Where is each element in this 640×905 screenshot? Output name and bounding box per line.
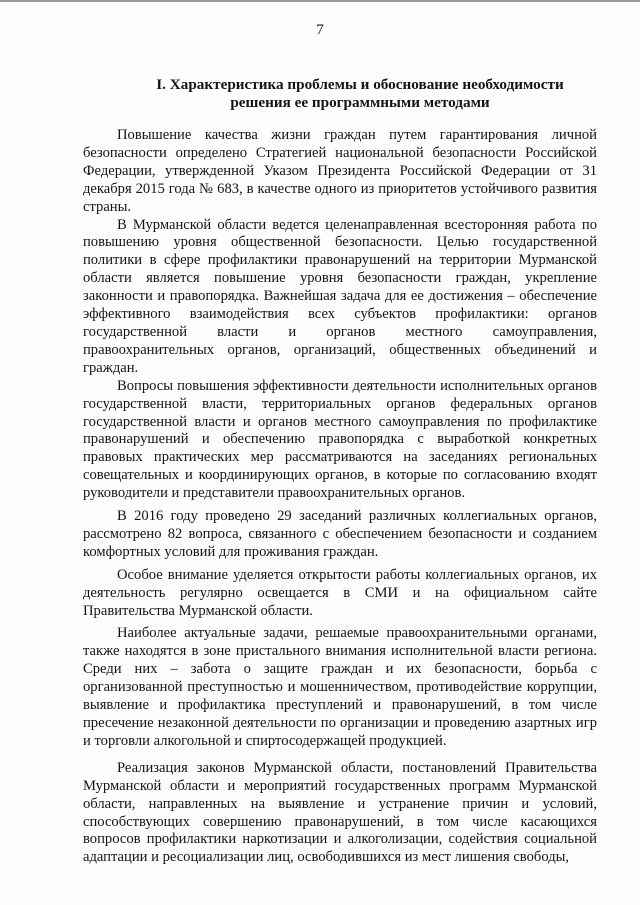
section-heading-line-2: решения ее программными методами bbox=[230, 94, 490, 111]
paragraph-1: Повышение качества жизни граждан путем гарантирования личной безопасности определено Стратегией национальной безопасности Российской Федерации, утвержденной Указом Президента Российской Федерации от 31 декабря 2015 года № 683, в качестве одного из приоритетов устойчивого развития страны. bbox=[83, 127, 597, 215]
paragraph-2: В Мурманской области ведется целенаправленная всесторонняя работа по повышению уровня общественной безопасности. Целью государственной политики в сфере профилактики правонарушений на территории Мурманской области является повышение уровня безопасности граждан, укрепление законности и правопорядка. Важнейшая задача для ее достижения – обеспечение эффективного взаимодействия всех субъектов профилактики: органов государственной власти и органов местного самоуправления, правоохранительных органов, организаций, общественных объединений и граждан. bbox=[83, 216, 597, 376]
paragraph-5: Особое внимание уделяется открытости работы коллегиальных органов, их деятельность регулярно освещается в СМИ и на официальном сайте Правительства Мурманской области. bbox=[83, 566, 597, 619]
paragraph-7: Реализация законов Мурманской области, постановлений Правительства Мурманской области и мероприятий государственных программ Мурманской области, направленных на выявление и устранение причин и условий, способствующих совершению правонарушений, в том числе касающихся вопросов профилактики наркотизации и алкоголизации, содействия социальной адаптации и ресоциализации лиц, освободившихся из мест лишения свободы, bbox=[83, 759, 597, 866]
paragraph-4: В 2016 году проведено 29 заседаний различных коллегиальных органов, рассмотрено 82 вопроса, связанного с обеспечением безопасности и созданием комфортных условий для проживания граждан. bbox=[83, 508, 597, 560]
paragraph-3: Вопросы повышения эффективности деятельности исполнительных органов государственной власти, территориальных органов федеральных органов государственной власти и органов местного самоуправления по профилактике правонарушений и обеспечению правопорядка с выработкой конкретных правовых практических мер рассматриваются на заседаниях региональных совещательных и координирующих органов, в которые по согласованию входят руководители и представители правоохранительных органов. bbox=[83, 377, 597, 502]
section-heading bbox=[80, 76, 640, 112]
body-text bbox=[83, 127, 597, 867]
section-heading-line-1: I. Характеристика проблемы и обоснование необходимости bbox=[156, 76, 564, 93]
paragraph-6: Наиболее актуальные задачи, решаемые правоохранительными органами, также находятся в зоне пристального внимания исполнительной власти региона. Среди них – забота о защите граждан и их безопасности, борьба с организованной преступностью и мошенничеством, противодействие коррупции, выявление и профилактика преступлений и правонарушений, в том числе пресечение незаконной деятельности по организации и проведению азартных игр и торговли алкогольной и спиртосодержащей продукцией. bbox=[83, 625, 597, 749]
page-number: 7 bbox=[316, 22, 324, 38]
scan-edge-line bbox=[0, 0, 640, 2]
